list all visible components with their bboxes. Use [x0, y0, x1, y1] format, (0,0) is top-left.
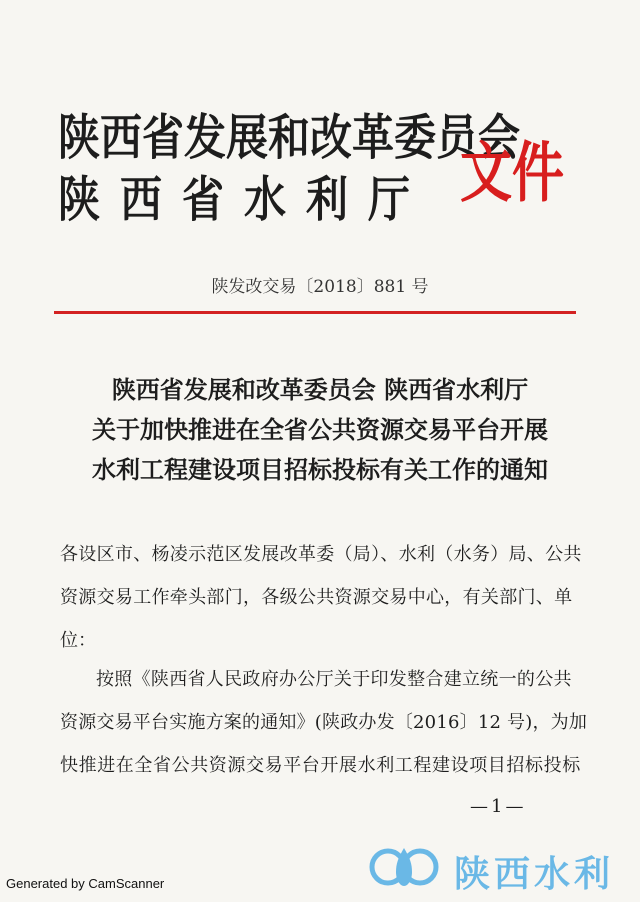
- document-word-red: 文件: [460, 135, 565, 212]
- title-line-1: 陕西省发展和改革委员会 陕西省水利厅: [111, 375, 529, 404]
- water-drop-logo-icon: [368, 842, 440, 892]
- page-number: —1—: [470, 796, 527, 817]
- title-line-3: 水利工程建设项目招标投标有关工作的通知: [92, 455, 548, 484]
- document-number: 陕发改交易〔2018〕881 号: [211, 277, 429, 297]
- body-line: 各设区市、杨凌示范区发展改革委（局）、水利（水务）局、公共: [60, 544, 582, 565]
- scanner-credit: Generated by CamScanner: [6, 876, 165, 891]
- body-line: 快推进在全省公共资源交易平台开展水利工程建设项目招标投标: [60, 755, 581, 776]
- body-line: 资源交易平台实施方案的通知》(陕政办发〔2016〕12 号)，为加: [60, 712, 588, 733]
- body-line: 位：: [60, 630, 96, 651]
- body-line: 按照《陕西省人民政府办公厅关于印发整合建立统一的公共: [96, 669, 572, 690]
- watermark: [368, 840, 638, 896]
- title-line-2: 关于加快推进在全省公共资源交易平台开展: [92, 415, 548, 444]
- body-line: 资源交易工作牵头部门，各级公共资源交易中心，有关部门、单: [60, 587, 573, 608]
- watermark-text: 陕西水利: [454, 854, 615, 895]
- issuer-line-1: 陕西省发展和改革委员会: [58, 109, 521, 166]
- red-divider: [54, 311, 576, 314]
- issuer-line-2: 陕西省水利厅: [58, 171, 431, 228]
